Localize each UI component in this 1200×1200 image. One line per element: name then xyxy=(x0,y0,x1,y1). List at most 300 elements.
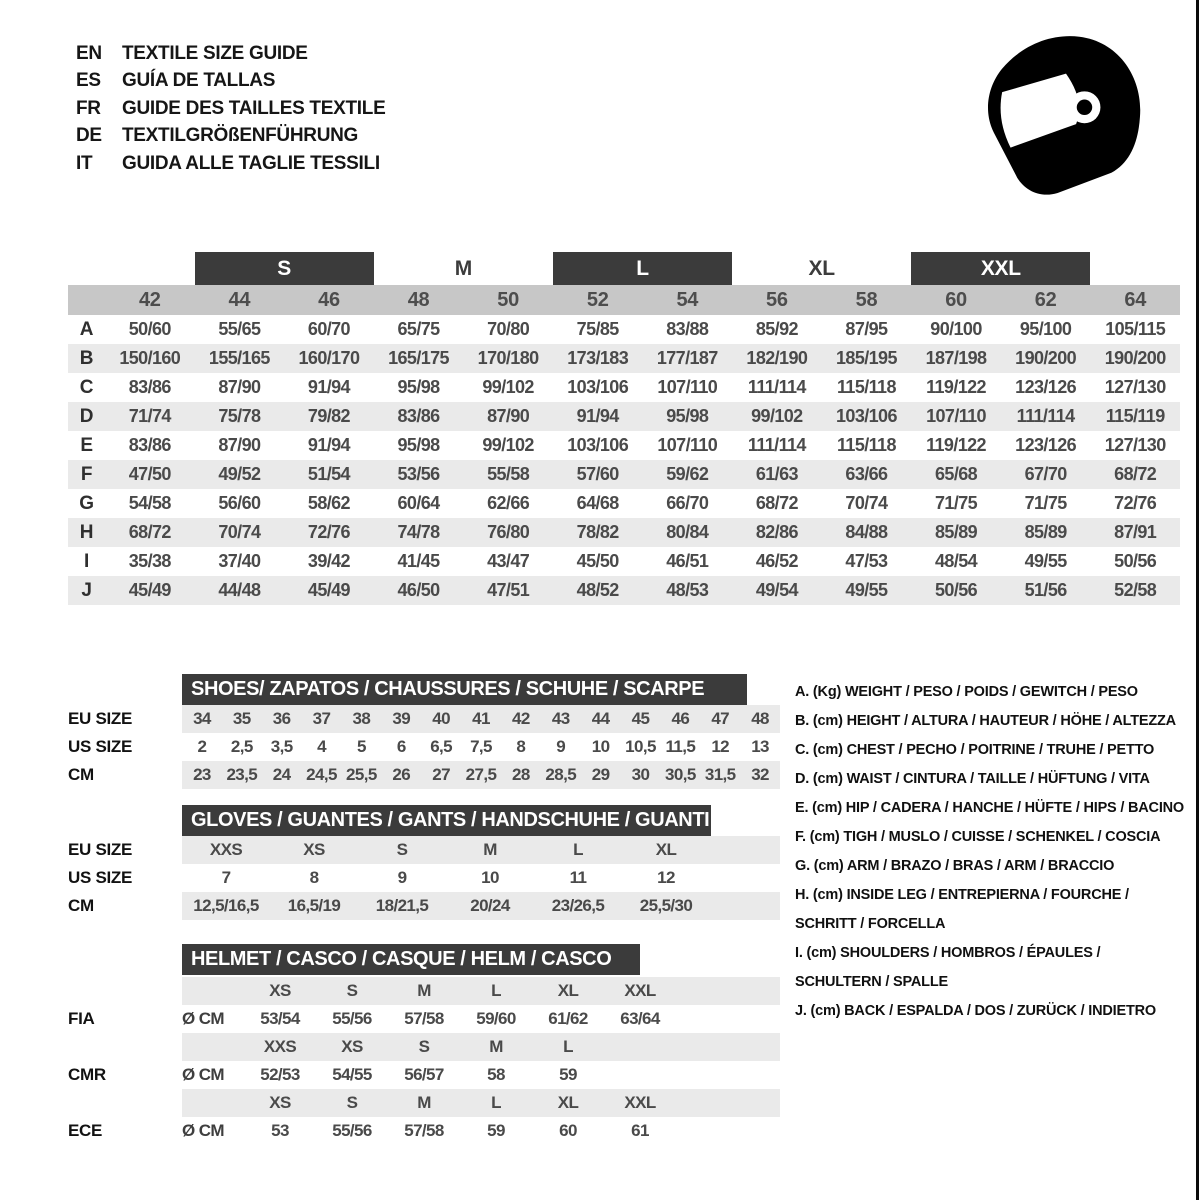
legend-line: B. (cm) HEIGHT / ALTURA / HAUTEUR / HÖHE / ALTEZZA xyxy=(795,713,1176,729)
page-edge-rule xyxy=(1196,0,1199,1200)
table-cell: 50/56 xyxy=(1114,551,1157,571)
table-row xyxy=(68,576,1180,605)
gloves-row xyxy=(68,836,780,864)
table-cell: 170/180 xyxy=(477,348,539,368)
helmet-row-label xyxy=(68,1089,182,1117)
legend-item xyxy=(795,852,1197,881)
helmet-value: 63/64 xyxy=(620,1009,660,1028)
table-cell: 185/195 xyxy=(836,348,897,368)
shoes-value: 13 xyxy=(751,737,769,756)
shoes-value: 9 xyxy=(556,737,566,756)
legend-item xyxy=(795,939,1197,997)
table-cell: 91/94 xyxy=(307,435,350,455)
table-cell: 45/50 xyxy=(576,551,619,571)
legend-line: C. (cm) CHEST / PECHO / POITRINE / TRUHE / PETTO xyxy=(795,742,1155,758)
table-cell: 68/72 xyxy=(755,493,798,513)
legend-item xyxy=(795,736,1197,765)
table-cell: 60/64 xyxy=(397,493,440,513)
shoes-value: 24,5 xyxy=(306,765,337,784)
language-row xyxy=(76,150,385,178)
shoes-table xyxy=(68,705,780,789)
measurement-legend xyxy=(795,678,1197,1026)
shoes-value: 45 xyxy=(631,709,650,728)
legend-line: E. (cm) HIP / CADERA / HANCHE / HÜFTE / HIPS / BACINO xyxy=(795,800,1184,816)
gloves-value: XS xyxy=(303,840,325,859)
row-label: A xyxy=(79,318,94,340)
table-cell: 53/56 xyxy=(397,464,440,484)
table-cell: 63/66 xyxy=(845,464,888,484)
table-cell: 115/119 xyxy=(1105,406,1165,426)
helmet-size-label: XS xyxy=(341,1037,363,1056)
table-cell: 87/90 xyxy=(218,435,261,455)
sub-tables xyxy=(68,674,780,1145)
table-cell: 41/45 xyxy=(397,551,440,571)
shoes-value: 35 xyxy=(232,709,251,728)
shoes-value: 3,5 xyxy=(270,737,293,756)
gloves-value: 10 xyxy=(481,868,499,887)
table-cell: 155/165 xyxy=(208,348,270,368)
shoes-value: 41 xyxy=(472,709,490,728)
gloves-value: 11 xyxy=(569,868,587,887)
table-cell: 99/102 xyxy=(482,377,534,397)
shoes-value: 32 xyxy=(751,765,769,784)
helmet-value: 59 xyxy=(487,1121,505,1140)
helmet-sizes-values xyxy=(182,977,780,1005)
helmet-sizes-values xyxy=(182,1089,780,1117)
helmet-value: 57/58 xyxy=(404,1121,444,1140)
legend-item xyxy=(795,765,1197,794)
helmet-size-label: L xyxy=(491,981,501,1000)
helmet-sizes-values xyxy=(182,1033,780,1061)
legend-item xyxy=(795,707,1197,736)
shoes-value: 2 xyxy=(197,737,207,756)
legend-line: D. (cm) WAIST / CINTURA / TAILLE / HÜFTUNG / VITA xyxy=(795,771,1150,787)
helmet-value: 55/56 xyxy=(332,1009,372,1028)
gloves-value: 25,5/30 xyxy=(639,896,693,915)
table-cell: 65/68 xyxy=(935,464,978,484)
table-cell: 105/115 xyxy=(1105,319,1166,339)
table-cell: 70/80 xyxy=(487,319,530,339)
helmet-value: 59 xyxy=(559,1065,577,1084)
table-cell: 150/160 xyxy=(119,348,181,368)
table-row xyxy=(68,344,1180,373)
legend-line: J. (cm) BACK / ESPALDA / DOS / ZURÜCK / INDIETRO xyxy=(795,1003,1156,1019)
helmet-size-label: M xyxy=(489,1037,503,1056)
table-cell: 95/98 xyxy=(397,435,440,455)
helmet-standard-label: CMR xyxy=(68,1065,106,1084)
size-band-label: XL xyxy=(808,256,835,280)
table-row xyxy=(68,547,1180,576)
table-cell: 123/126 xyxy=(1015,377,1077,397)
table-cell: 39/42 xyxy=(307,551,350,571)
table-cell: 45/49 xyxy=(128,580,171,600)
table-cell: 84/88 xyxy=(845,522,888,542)
table-cell: 173/183 xyxy=(567,348,629,368)
size-column-header: 52 xyxy=(586,288,609,311)
language-label: TEXTILGRÖßENFÜHRUNG xyxy=(122,125,359,147)
table-cell: 75/78 xyxy=(218,406,261,426)
table-cell: 83/86 xyxy=(128,377,171,397)
size-column-header: 42 xyxy=(138,288,161,311)
size-band-label: L xyxy=(553,252,732,285)
table-cell: 56/60 xyxy=(218,493,261,513)
table-cell: 190/200 xyxy=(1015,348,1077,368)
table-cell: 85/89 xyxy=(1024,522,1067,542)
legend-item xyxy=(795,678,1197,707)
textile-size-table xyxy=(68,252,1180,605)
table-cell: 50/56 xyxy=(935,580,978,600)
language-row xyxy=(76,123,385,151)
gloves-value: 18/21,5 xyxy=(375,896,429,915)
table-cell: 59/62 xyxy=(666,464,709,484)
shoes-row-label: EU SIZE xyxy=(68,709,133,728)
table-cell: 111/114 xyxy=(747,377,806,397)
table-cell: 51/54 xyxy=(307,464,350,484)
shoes-value: 28 xyxy=(512,765,530,784)
gloves-row-values xyxy=(182,836,780,864)
helmet-unit-label: Ø CM xyxy=(182,1121,224,1140)
helmet-value xyxy=(604,1061,676,1089)
size-column-header: 58 xyxy=(855,288,878,311)
table-cell: 71/75 xyxy=(1024,493,1067,513)
helmet-size-label: XS xyxy=(269,1093,291,1112)
helmet-table xyxy=(68,977,780,1145)
gloves-value: 12,5/16,5 xyxy=(193,896,259,915)
helmet-value: 52/53 xyxy=(260,1065,300,1084)
legend-line: SCHRITT / FORCELLA xyxy=(795,916,946,932)
table-cell: 58/62 xyxy=(307,493,350,513)
helmet-sizes-row xyxy=(68,1089,780,1117)
shoes-value: 30 xyxy=(631,765,650,784)
helmet-values xyxy=(182,1005,780,1033)
size-column-header: 46 xyxy=(318,288,340,311)
table-cell: 87/90 xyxy=(487,406,530,426)
shoes-value: 10,5 xyxy=(625,737,656,756)
table-cell: 95/98 xyxy=(666,406,709,426)
gloves-value: 23/26,5 xyxy=(551,896,605,915)
table-cell: 83/86 xyxy=(397,406,440,426)
table-cell: 48/54 xyxy=(935,551,978,571)
helmet-value: 61/62 xyxy=(548,1009,588,1028)
helmet-standard-label: ECE xyxy=(68,1121,103,1140)
table-cell: 55/65 xyxy=(218,319,261,339)
table-cell: 95/98 xyxy=(397,377,440,397)
row-label: J xyxy=(81,579,92,601)
language-code: ES xyxy=(76,70,101,92)
size-band-row xyxy=(68,252,1180,285)
corner-cell xyxy=(68,285,105,315)
shoes-value: 37 xyxy=(312,709,331,728)
language-label: GUÍA DE TALLAS xyxy=(122,70,276,92)
shoes-value: 11,5 xyxy=(665,737,696,756)
helmet-size-label: S xyxy=(346,1093,358,1112)
shoes-value: 36 xyxy=(272,709,291,728)
table-cell: 90/100 xyxy=(930,319,982,339)
language-code: DE xyxy=(76,125,102,147)
shoes-value: 8 xyxy=(516,737,526,756)
shoes-value: 5 xyxy=(356,737,366,756)
table-cell: 119/122 xyxy=(926,377,986,397)
table-cell: 187/198 xyxy=(925,348,987,368)
table-cell: 64/68 xyxy=(576,493,619,513)
table-cell: 70/74 xyxy=(845,493,888,513)
shoes-value: 6,5 xyxy=(430,737,453,756)
helmet-size-label: S xyxy=(418,1037,430,1056)
table-cell: 45/49 xyxy=(307,580,350,600)
shoes-value: 23 xyxy=(193,765,211,784)
table-cell: 47/50 xyxy=(128,464,171,484)
legend-line: SCHULTERN / SPALLE xyxy=(795,974,948,990)
table-cell: 111/114 xyxy=(1016,406,1075,426)
shoes-row-values xyxy=(182,705,780,733)
table-cell: 68/72 xyxy=(1114,464,1157,484)
table-cell: 85/92 xyxy=(755,319,798,339)
table-row xyxy=(68,518,1180,547)
table-cell: 87/91 xyxy=(1114,522,1157,542)
helmet-size-label: XL xyxy=(557,1093,579,1112)
helmet-unit-label: Ø CM xyxy=(182,1009,224,1028)
helmet-size-label: M xyxy=(417,981,431,1000)
shoes-value: 29 xyxy=(591,765,610,784)
table-cell: 80/84 xyxy=(666,522,709,542)
size-table-body xyxy=(68,315,1180,605)
language-list xyxy=(76,40,385,178)
helmet-size-label: XXL xyxy=(624,1093,656,1112)
size-column-header: 60 xyxy=(945,288,967,311)
shoes-value: 47 xyxy=(711,709,730,728)
table-cell: 79/82 xyxy=(307,406,350,426)
table-cell: 83/86 xyxy=(128,435,171,455)
table-row xyxy=(68,489,1180,518)
legend-line: H. (cm) INSIDE LEG / ENTREPIERNA / FOURCHE / xyxy=(795,887,1129,903)
size-band-label: S xyxy=(195,252,374,285)
table-cell: 48/53 xyxy=(666,580,709,600)
shoes-value: 7,5 xyxy=(470,737,492,756)
table-cell: 54/58 xyxy=(128,493,171,513)
helmet-sizes-row xyxy=(68,1033,780,1061)
table-cell: 46/51 xyxy=(666,551,709,571)
table-cell: 65/75 xyxy=(397,319,440,339)
helmet-size-label: XL xyxy=(557,981,579,1000)
row-label: I xyxy=(84,550,89,572)
shoes-value: 44 xyxy=(591,709,610,728)
shoes-value: 30,5 xyxy=(664,765,696,784)
language-code: IT xyxy=(76,152,93,174)
gloves-row xyxy=(68,892,780,920)
gloves-value: XXS xyxy=(209,840,243,859)
table-cell: 72/76 xyxy=(307,522,350,542)
shoes-value: 39 xyxy=(392,709,411,728)
gloves-value: L xyxy=(573,840,583,859)
table-cell: 107/110 xyxy=(657,377,718,397)
shoes-value: 38 xyxy=(352,709,371,728)
helmet-value: 61 xyxy=(631,1121,649,1140)
table-cell: 71/74 xyxy=(128,406,171,426)
gloves-table xyxy=(68,836,780,920)
table-cell: 51/56 xyxy=(1024,580,1067,600)
language-code: FR xyxy=(76,97,101,119)
language-row xyxy=(76,40,385,68)
table-cell: 99/102 xyxy=(482,435,534,455)
shoes-row xyxy=(68,733,780,761)
table-cell: 127/130 xyxy=(1104,435,1166,455)
shoes-value: 48 xyxy=(751,709,769,728)
language-code: EN xyxy=(76,42,102,64)
table-cell: 107/110 xyxy=(926,406,986,426)
helmet-value: 58 xyxy=(487,1065,505,1084)
size-band-label: M xyxy=(454,256,472,280)
gloves-row-values xyxy=(182,892,780,920)
table-cell: 50/60 xyxy=(128,319,171,339)
legend-item xyxy=(795,794,1197,823)
shoes-value: 28,5 xyxy=(545,765,577,784)
gloves-row-label: EU SIZE xyxy=(68,840,133,859)
row-label: G xyxy=(79,492,94,514)
helmet-unit-spacer xyxy=(182,1089,244,1117)
legend-line: I. (cm) SHOULDERS / HOMBROS / ÉPAULES / xyxy=(795,945,1101,961)
helmet-value: 57/58 xyxy=(404,1009,444,1028)
shoes-value: 27 xyxy=(432,765,450,784)
row-label: D xyxy=(79,405,94,427)
shoes-value: 34 xyxy=(193,709,211,728)
table-cell: 71/75 xyxy=(935,493,978,513)
table-cell: 35/38 xyxy=(128,551,171,571)
row-label: B xyxy=(79,347,94,369)
helmet-size-label: XS xyxy=(269,981,291,1000)
table-cell: 60/70 xyxy=(307,319,350,339)
table-cell: 160/170 xyxy=(298,348,360,368)
table-cell: 48/52 xyxy=(576,580,619,600)
helmet-value: 60 xyxy=(559,1121,577,1140)
table-cell: 46/50 xyxy=(397,580,440,600)
table-cell: 115/118 xyxy=(837,377,896,397)
table-cell: 103/106 xyxy=(567,435,629,455)
table-cell: 82/86 xyxy=(755,522,798,542)
table-cell: 62/66 xyxy=(487,493,530,513)
shoes-row-label: CM xyxy=(68,765,94,784)
size-band-label: XXL xyxy=(911,252,1090,285)
table-cell: 68/72 xyxy=(128,522,171,542)
table-cell: 57/60 xyxy=(576,464,619,484)
shoes-row-values xyxy=(182,733,780,761)
legend-item xyxy=(795,881,1197,939)
table-cell: 49/55 xyxy=(1024,551,1067,571)
shoes-value: 23,5 xyxy=(226,765,258,784)
table-cell: 70/74 xyxy=(218,522,261,542)
table-cell: 47/53 xyxy=(845,551,888,571)
table-cell: 74/78 xyxy=(397,522,440,542)
table-cell: 61/63 xyxy=(755,464,798,484)
legend-line: A. (Kg) WEIGHT / PESO / POIDS / GEWITCH / PESO xyxy=(795,684,1138,700)
language-label: TEXTILE SIZE GUIDE xyxy=(122,42,308,64)
table-cell: 165/175 xyxy=(388,348,449,368)
table-cell: 83/88 xyxy=(666,319,709,339)
size-column-header: 56 xyxy=(766,288,788,311)
helmet-unit-label: Ø CM xyxy=(182,1065,224,1084)
table-cell: 52/58 xyxy=(1114,580,1157,600)
gloves-value: 16,5/19 xyxy=(287,896,341,915)
helmet-size-label xyxy=(604,1033,676,1061)
gloves-value: 7 xyxy=(221,868,231,887)
helmet-unit-spacer xyxy=(182,977,244,1005)
shoes-section-title: SHOES/ ZAPATOS / CHAUSSURES / SCHUHE / SCARPE xyxy=(182,674,747,705)
table-cell: 43/47 xyxy=(487,551,530,571)
helmet-size-label: XXL xyxy=(624,981,656,1000)
table-cell: 182/190 xyxy=(746,348,808,368)
legend-line: F. (cm) TIGH / MUSLO / CUISSE / SCHENKEL / COSCIA xyxy=(795,829,1161,845)
shoes-value: 25,5 xyxy=(346,765,377,784)
row-label: H xyxy=(79,521,94,543)
table-cell: 47/51 xyxy=(487,580,530,600)
shoes-value: 31,5 xyxy=(704,765,736,784)
helmet-size-label: L xyxy=(491,1093,501,1112)
table-cell: 91/94 xyxy=(307,377,350,397)
table-cell: 37/40 xyxy=(218,551,261,571)
helmet-values-row xyxy=(68,1061,780,1089)
size-column-header: 50 xyxy=(497,288,519,311)
table-cell: 66/70 xyxy=(666,493,709,513)
legend-item xyxy=(795,997,1197,1026)
row-label: E xyxy=(80,434,93,456)
size-column-header: 48 xyxy=(407,288,430,311)
shoes-value: 24 xyxy=(272,765,291,784)
helmet-size-label: L xyxy=(563,1037,573,1056)
table-cell: 72/76 xyxy=(1114,493,1157,513)
helmet-values-row xyxy=(68,1117,780,1145)
table-cell: 107/110 xyxy=(657,435,718,455)
gloves-row-label: US SIZE xyxy=(68,868,133,887)
helmet-section-title: HELMET / CASCO / CASQUE / HELM / CASCO xyxy=(182,944,640,975)
helmet-size-label: M xyxy=(417,1093,431,1112)
shoes-value: 43 xyxy=(551,709,570,728)
language-row xyxy=(76,68,385,96)
table-cell: 115/118 xyxy=(837,435,896,455)
helmet-row-label xyxy=(68,1033,182,1061)
gloves-value: 12 xyxy=(657,868,675,887)
legend-line: G. (cm) ARM / BRAZO / BRAS / ARM / BRACCIO xyxy=(795,858,1115,874)
shoes-value: 42 xyxy=(512,709,530,728)
helmet-value: 54/55 xyxy=(332,1065,372,1084)
table-cell: 46/52 xyxy=(755,551,798,571)
table-cell: 75/85 xyxy=(576,319,619,339)
shoes-value: 2,5 xyxy=(230,737,253,756)
gloves-value: 20/24 xyxy=(470,896,510,915)
table-cell: 190/200 xyxy=(1104,348,1166,368)
helmet-standard-label: FIA xyxy=(68,1009,95,1028)
gloves-value: S xyxy=(396,840,408,859)
shoes-value: 27,5 xyxy=(465,765,497,784)
racing-helmet-icon xyxy=(982,28,1150,200)
helmet-value: 53 xyxy=(271,1121,289,1140)
helmet-unit-spacer xyxy=(182,1033,244,1061)
shoes-value: 26 xyxy=(392,765,411,784)
helmet-value: 56/57 xyxy=(404,1065,444,1084)
table-cell: 103/106 xyxy=(836,406,897,426)
table-cell: 99/102 xyxy=(751,406,803,426)
helmet-size-label: XXS xyxy=(263,1037,297,1056)
language-row xyxy=(76,95,385,123)
gloves-row-values xyxy=(182,864,780,892)
gloves-value: 8 xyxy=(309,868,319,887)
table-cell: 111/114 xyxy=(747,435,806,455)
shoes-value: 4 xyxy=(317,737,326,756)
table-cell: 127/130 xyxy=(1104,377,1166,397)
shoes-row xyxy=(68,705,780,733)
table-row xyxy=(68,402,1180,431)
helmet-values xyxy=(182,1061,780,1089)
shoes-value: 40 xyxy=(432,709,450,728)
table-cell: 49/52 xyxy=(218,464,261,484)
